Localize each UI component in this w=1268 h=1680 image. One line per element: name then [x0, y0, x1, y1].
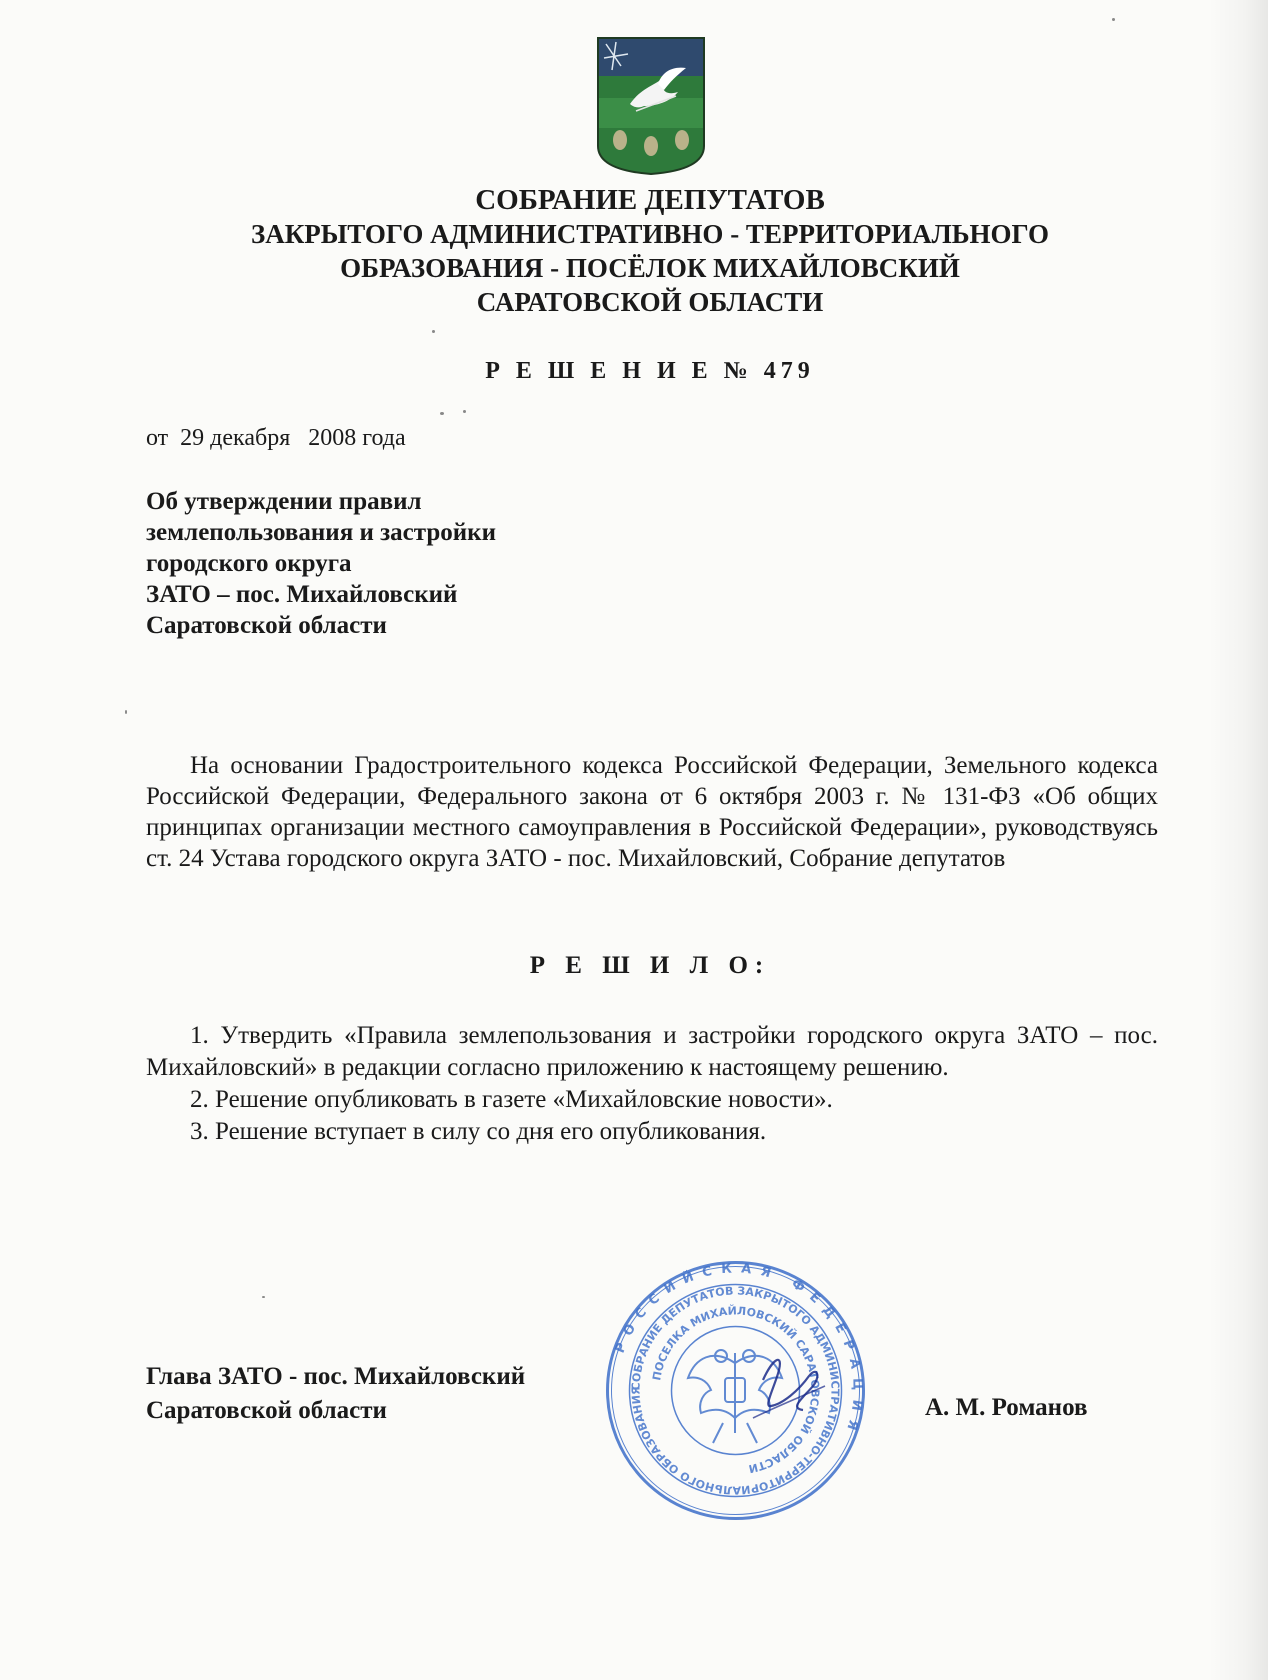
- issuer-line-3: ОБРАЗОВАНИЯ - ПОСЁЛОК МИХАЙЛОВСКИЙ: [340, 253, 960, 283]
- issuer-title: СОБРАНИЕ ДЕПУТАТОВ: [475, 184, 825, 216]
- subject-line: землепользования и застройки: [146, 519, 496, 546]
- signer-title-line-2: Саратовской области: [146, 1397, 387, 1424]
- preamble-paragraph: На основании Градостроительного кодекса Российской Федерации, Земельного кодекса Российской Федерации, Федерального закона от 6 октября 2003 г. № 131-ФЗ «Об общих принципах организации местного самоуправления в Российской Федерации», руководствуясь ст. 24 Устава городского округа ЗАТО - пос. Михайловский, Собрание депутатов: [146, 752, 1158, 872]
- resolution-item: 2. Решение опубликовать в газете «Михайловские новости».: [190, 1086, 833, 1113]
- scan-speck: [432, 330, 435, 333]
- subject-line: Об утверждении правил: [146, 488, 422, 515]
- seal-inner-text: ПОСЕЛКА МИХАЙЛОВСКИЙ САРАТОВСКОЙ ОБЛАСТИ: [650, 1304, 822, 1476]
- subject-line: ЗАТО – пос. Михайловский: [146, 581, 458, 608]
- resolution-item: 1. Утвердить «Правила землепользования и застройки городского округа ЗАТО – пос. Михайловский» в редакции согласно приложению к настоящему решению.: [146, 1022, 1158, 1081]
- coat-of-arms-icon: [596, 36, 706, 176]
- resolution-item: 3. Решение вступает в силу со дня его опубликования.: [190, 1118, 767, 1145]
- scan-speck: [1112, 18, 1115, 21]
- decision-date: от 29 декабря 2008 года: [146, 425, 406, 451]
- decision-subject: [146, 486, 496, 641]
- issuer-line-4: САРАТОВСКОЙ ОБЛАСТИ: [476, 287, 824, 317]
- signer-name: А. М. Романов: [925, 1394, 1088, 1421]
- scan-speck: [463, 410, 466, 413]
- resolution-items: [146, 1020, 1158, 1148]
- subject-line: Саратовской области: [146, 612, 387, 639]
- scan-speck: [262, 1296, 265, 1298]
- decision-number: Р Е Ш Е Н И Е № 479: [485, 358, 815, 384]
- signer-title: [146, 1360, 525, 1428]
- scan-speck: [440, 412, 444, 415]
- seal-middle-text: СОБРАНИЕ ДЕПУТАТОВ ЗАКРЫТОГО АДМИНИСТРАТИВНО-ТЕРРИТОРИАЛЬНОГО ОБРАЗОВАНИЯ: [629, 1284, 842, 1497]
- subject-line: городского округа: [146, 550, 352, 577]
- scan-speck: [125, 710, 127, 714]
- official-seal-stamp: [603, 1258, 868, 1523]
- signer-title-line-1: Глава ЗАТО - пос. Михайловский: [146, 1363, 526, 1390]
- resolved-heading: Р Е Ш И Л О:: [529, 952, 771, 979]
- issuer-line-2: ЗАКРЫТОГО АДМИНИСТРАТИВНО - ТЕРРИТОРИАЛЬНОГО: [250, 219, 1050, 249]
- seal-outer-text: РОССИЙСКАЯ ФЕДЕРАЦИЯ: [612, 1261, 865, 1441]
- issuer-header: [0, 183, 1268, 319]
